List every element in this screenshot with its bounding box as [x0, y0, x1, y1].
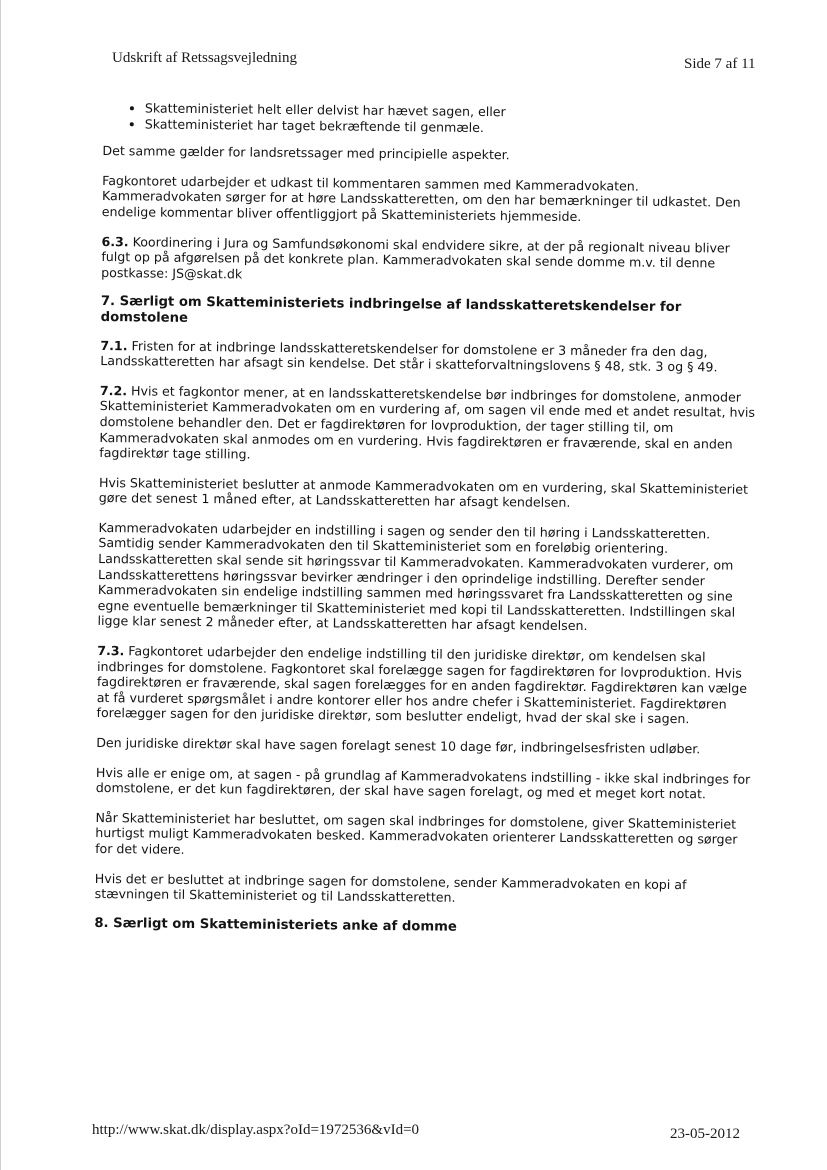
- paragraph: Hvis det er besluttet at indbringe sagen for domstolene, sender Kammeradvokaten en kopi af stævningen til Skatteministeriet og til Landsskatteretten.: [94, 870, 687, 905]
- section-number: 7.1.: [100, 337, 128, 353]
- paragraph-6-3: 6.3. Koordinering i Jura og Samfundsøkonomi skal endvidere sikre, at der på regionalt niveau bliver fulgt op på afgørelsen på det konkrete plan. Kammeradvokaten skal sende domme m.v. til denne postkasse: JS@skat.dk: [101, 233, 730, 282]
- paragraph-7-1: 7.1. Fristen for at indbringe landsskatteretskendelser for domstolene er 3 måneder fra den dag, Landsskatteretten har afsagt sin kendelse. Det står i skatteforvaltningslovens § 48, stk. 3 og § 49.: [100, 337, 718, 375]
- section-number: 6.3.: [101, 233, 129, 249]
- section-7-heading: 7. Særligt om Skatteministeriets indbringelse af landsskatteretskendelser for domstolene: [100, 294, 682, 326]
- paragraph: Hvis Skatteministeriet beslutter at anmode Kammeradvokaten om en vurdering, skal Skatteministeriet gøre det senest 1 måned efter, at Landsskatteretten har afsagt kendelsen.: [98, 474, 749, 511]
- paragraph: Hvis alle er enige om, at sagen - på grundlag af Kammeradvokatens indstilling - ikke skal indbringes for domstolene, er det kun fagdirektøren, der skal have sagen forelagt, og med et meget kort notat.: [95, 764, 751, 802]
- paragraph: Kammeradvokaten udarbejder en indstilling i sagen og sender den til høring i Landsskatteretten. Samtidig sender Kammeradvokaten den til Skatteministeriet som en foreløbig orientering. Landsskatteretten skal sende sit høringssvar til Kammeradvokaten. Kammeradvokaten vurderer, om Landsskatterettens høringssvar bevirker ændringer i den oprindelige indstilling. Derefter sender Kammeradvokaten sin endelige indstilling sammen med høringssvaret fra Landsskatteretten og sine egne eventuelle bemærkninger til Skatteministeriet med kopi til Landsskatteretten. Indstillingen skal ligge klar senest 2 måneder efter, at Landsskatteretten har afsagt kendelsen.: [97, 519, 736, 634]
- paragraph: Det samme gælder for landsretssager med principielle aspekter.: [102, 143, 510, 163]
- paragraph-7-2: 7.2. Hvis et fagkontor mener, at en landsskatteretskendelse bør indbringes for domstolene, anmoder Skatteministeriet Kammeradvokaten om en vurdering af, om sagen vil ende med et andet resultat, hvis domstolene behandler den. Det er fagdirektøren for lovproduktion, der tager stilling til, om Kammeradvokaten skal anmodes om en vurdering. Hvis fagdirektøren er fraværende, skal en anden fagdirektør tage stilling.: [99, 382, 756, 462]
- section-number: 7.3.: [97, 643, 125, 659]
- section-number: 7.2.: [99, 382, 128, 398]
- paragraph: Den juridiske direktør skal have sagen forelagt senest 10 dage før, indbringelsesfristen udløber.: [96, 734, 701, 757]
- header-page-number: Side 7 af 11: [684, 56, 756, 72]
- document-body: [94, 100, 763, 950]
- paragraph: Når Skatteministeriet har besluttet, om sagen skal indbringes for domstolene, giver Skatteministeriet hurtigst muligt Kammeradvokaten besked. Kammeradvokaten orienterer Landsskatteretten og sørger for det videre.: [95, 809, 738, 857]
- section-8-heading: 8. Særligt om Skatteministeriets anke af domme: [94, 915, 457, 935]
- header-title: Udskrift af Retssagsvejledning: [112, 50, 297, 66]
- footer-url: http://www.skat.dk/display.aspx?oId=1972536&vId=0: [92, 1122, 420, 1138]
- footer-date: 23-05-2012: [670, 1126, 740, 1142]
- bullet-list: [103, 100, 763, 138]
- list-item: • Skatteministeriet har taget bekræftende til genmæle.: [145, 116, 763, 138]
- scan-edge-line: [0, 0, 1, 1170]
- paragraph-7-3: 7.3. Fagkontoret udarbejder den endelige indstilling til den juridiske direktør, om kendelsen skal indbringes for domstolene. Fagkontoret skal forelægge sagen for fagdirektøren for lovproduktion. Hvis fagdirektøren er fraværende, skal sagen forelægges for en anden fagdirektør. Fagdirektøren kan vælge at få vurderet spørgsmålet i andre kontorer eller hos andre chefer i Skatteministeriet. Fagdirektøren forelægger sagen for den juridiske direktør, som beslutter endeligt, hvad der skal ske i sagen.: [96, 643, 748, 727]
- list-item: • Skatteministeriet helt eller delvist har hævet sagen, eller: [145, 100, 763, 122]
- paragraph: Fagkontoret udarbejder et udkast til kommentaren sammen med Kammeradvokaten. Kammeradvokaten sørger for at høre Landsskatteretten, om den har bemærkninger til udkastet. Den endelige kommentar bliver offentliggjort på Skatteministeriets hjemmeside.: [101, 172, 741, 224]
